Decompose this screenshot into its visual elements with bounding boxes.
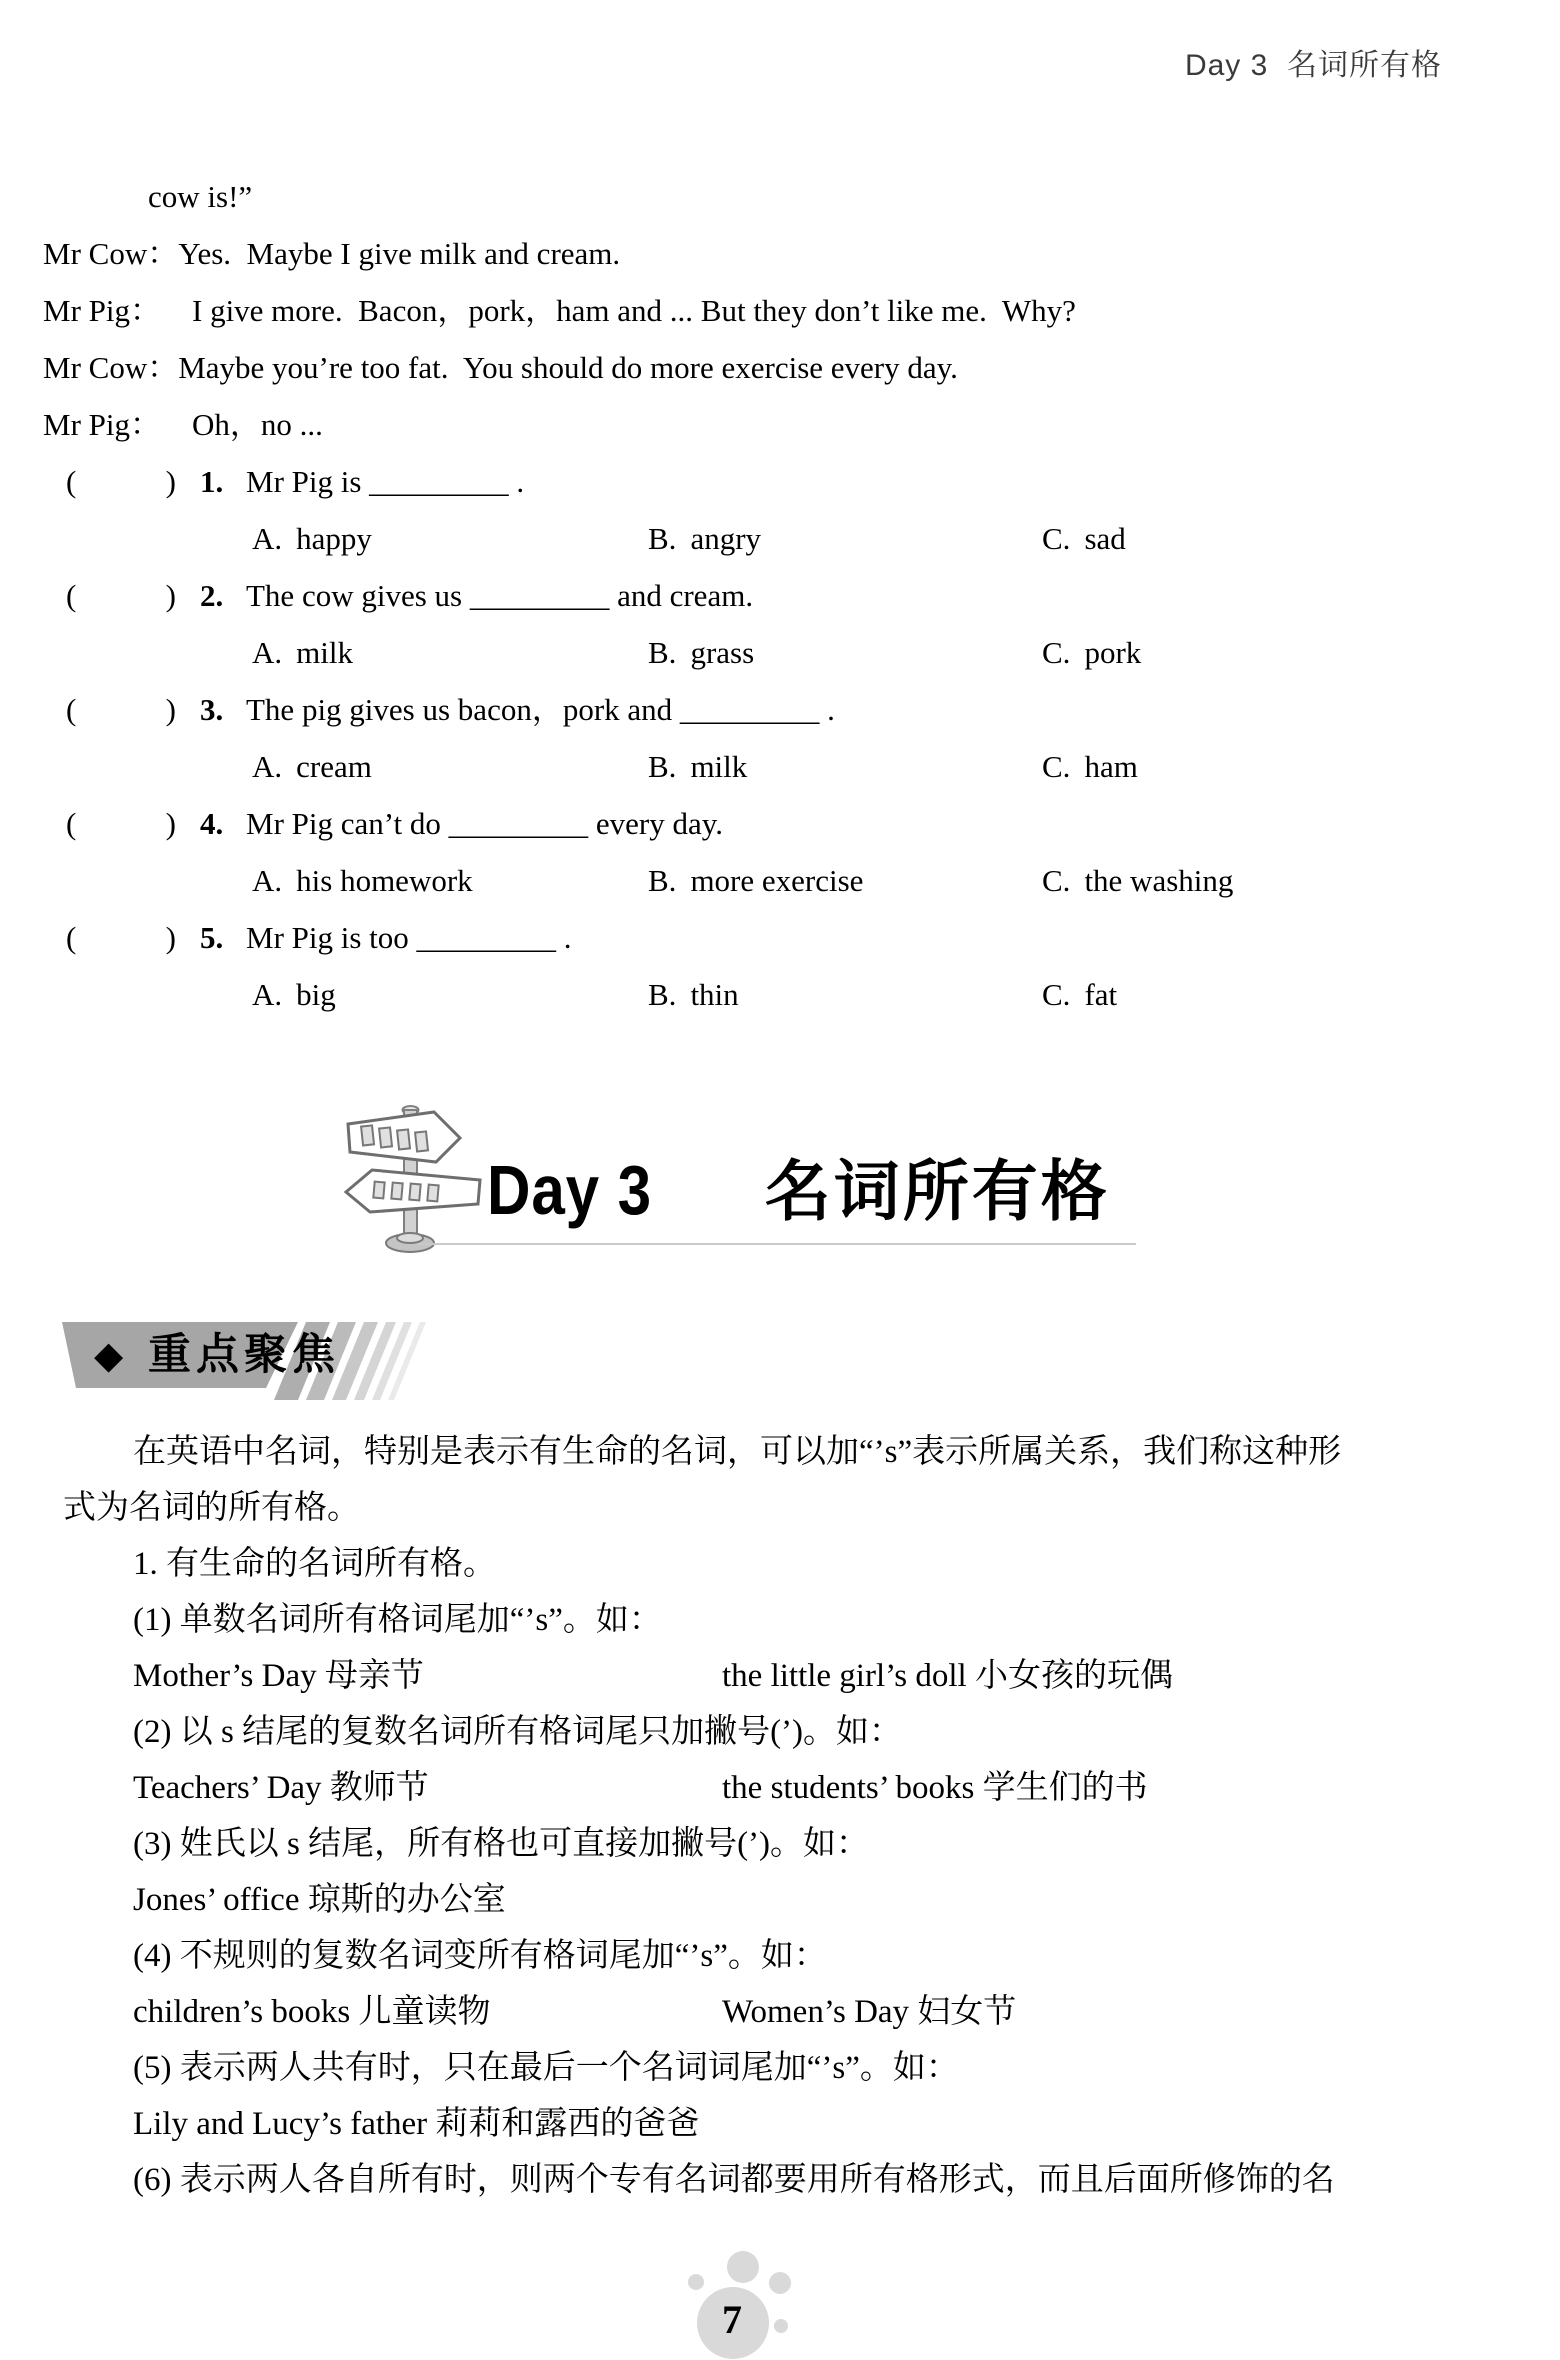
paren-open: ( [66, 464, 77, 499]
paren-open: ( [66, 920, 77, 955]
question-stem: Mr Pig is too _________ . [246, 920, 572, 955]
option-a: A. happy [252, 521, 372, 556]
example-right: Women’s Day 妇女节 [722, 1994, 1017, 2030]
option-c: C. the washing [1042, 863, 1234, 898]
paren-close: ) [165, 692, 176, 727]
option-a: A. his homework [252, 863, 473, 898]
note-example-single [63, 2096, 1503, 2152]
dialogue-line: Mr Cow：Yes. Maybe I give milk and cream. [43, 236, 621, 271]
question-row-3 [43, 681, 1533, 738]
option-b: B. more exercise [648, 863, 864, 898]
question-row-5 [43, 909, 1533, 966]
example-right: the students’ books 学生们的书 [722, 1770, 1148, 1806]
option-c: C. sad [1042, 521, 1126, 556]
note-rule: (3) 姓氏以 s 结尾，所有格也可直接加撇号(’)。如： [133, 1826, 870, 1862]
options-row-3 [43, 738, 1533, 795]
focus-banner [60, 1320, 440, 1410]
note-line: 1. 有生命的名词所有格。 [133, 1546, 496, 1582]
note-rule: (2) 以 s 结尾的复数名词所有格词尾只加撇号(’)。如： [133, 1714, 903, 1750]
paren-open: ( [66, 578, 77, 613]
example-right: the little girl’s doll 小女孩的玩偶 [722, 1658, 1173, 1694]
signpost-icon [338, 1100, 490, 1256]
paren-close: ) [165, 806, 176, 841]
paren-close: ) [165, 920, 176, 955]
note-rule: (1) 单数名词所有格词尾加“’s”。如： [133, 1602, 662, 1638]
answer-parens [66, 909, 176, 966]
option-c: C. pork [1042, 635, 1142, 670]
option-b: B. thin [648, 977, 739, 1012]
options-row-4 [43, 852, 1533, 909]
example-left: Teachers’ Day 教师节 [133, 1770, 429, 1806]
example-left: Lily and Lucy’s father 莉莉和露西的爸爸 [133, 2106, 700, 2142]
page-number: 7 [722, 2297, 742, 2342]
note-line: 在英语中名词，特别是表示有生命的名词，可以加“’s”表示所属关系，我们称这种形 [133, 1434, 1342, 1470]
option-a: A. big [252, 977, 336, 1012]
question-stem: The pig gives us bacon，pork and _________ . [246, 692, 835, 727]
question-row-1 [43, 453, 1533, 510]
question-stem: Mr Pig is _________ . [246, 464, 525, 499]
example-left: children’s books 儿童读物 [133, 1994, 491, 2030]
focus-banner-label: 重点聚焦 [148, 1331, 340, 1379]
question-number: 5. [200, 920, 224, 955]
options-row-5 [43, 966, 1533, 1023]
example-left: Mother’s Day 母亲节 [133, 1658, 424, 1694]
note-rule: (5) 表示两人共有时，只在最后一个名词词尾加“’s”。如： [133, 2050, 959, 2086]
note-examples [63, 1984, 1503, 2040]
option-a: A. cream [252, 749, 372, 784]
answer-parens [66, 681, 176, 738]
options-row-1 [43, 510, 1533, 567]
option-c: C. fat [1042, 977, 1118, 1012]
dialogue-line: Mr Cow：Maybe you’re too fat. You should do more exercise every day. [43, 350, 958, 385]
chapter-underline [418, 1243, 1136, 1245]
chapter-kicker: Day 3 [487, 1151, 652, 1229]
paren-close: ) [165, 578, 176, 613]
example-left: Jones’ office 琼斯的办公室 [133, 1882, 506, 1918]
question-stem: The cow gives us _________ and cream. [246, 578, 754, 613]
question-number: 4. [200, 806, 224, 841]
dialogue-line: cow is!” [148, 179, 253, 214]
option-b: B. milk [648, 749, 748, 784]
question-stem: Mr Pig can’t do _________ every day. [246, 806, 723, 841]
note-line: 式为名词的所有格。 [63, 1490, 360, 1526]
answer-parens [66, 453, 176, 510]
note-example-single [63, 1872, 1503, 1928]
chapter-title [487, 1138, 1110, 1233]
option-b: B. angry [648, 521, 762, 556]
question-row-2 [43, 567, 1533, 624]
option-c: C. ham [1042, 749, 1138, 784]
question-number: 1. [200, 464, 224, 499]
question-row-4 [43, 795, 1533, 852]
diamond-icon: ◆ [94, 1333, 124, 1377]
answer-parens [66, 567, 176, 624]
question-number: 2. [200, 578, 224, 613]
paren-open: ( [66, 806, 77, 841]
paren-close: ) [165, 464, 176, 499]
options-row-2 [43, 624, 1533, 681]
option-b: B. grass [648, 635, 755, 670]
note-rule: (6) 表示两人各自所有时，则两个专有名词都要用所有格形式，而且后面所修饰的名 [133, 2162, 1335, 2198]
paren-open: ( [66, 692, 77, 727]
answer-parens [66, 795, 176, 852]
note-examples [63, 1648, 1503, 1704]
note-examples [63, 1760, 1503, 1816]
reading-and-quiz [43, 168, 1533, 1023]
dialogue-line: Mr Pig： Oh，no ... [43, 407, 323, 442]
question-number: 3. [200, 692, 224, 727]
note-rule: (4) 不规则的复数名词变所有格词尾加“’s”。如： [133, 1938, 827, 1974]
option-a: A. milk [252, 635, 353, 670]
grammar-notes [63, 1424, 1503, 2208]
chapter-title-text: 名词所有格 [764, 1154, 1110, 1228]
running-header: Day 3 名词所有格 [1184, 49, 1442, 82]
dialogue-line: Mr Pig： I give more. Bacon，pork，ham and ... But they don’t like me. Why? [43, 293, 1076, 328]
